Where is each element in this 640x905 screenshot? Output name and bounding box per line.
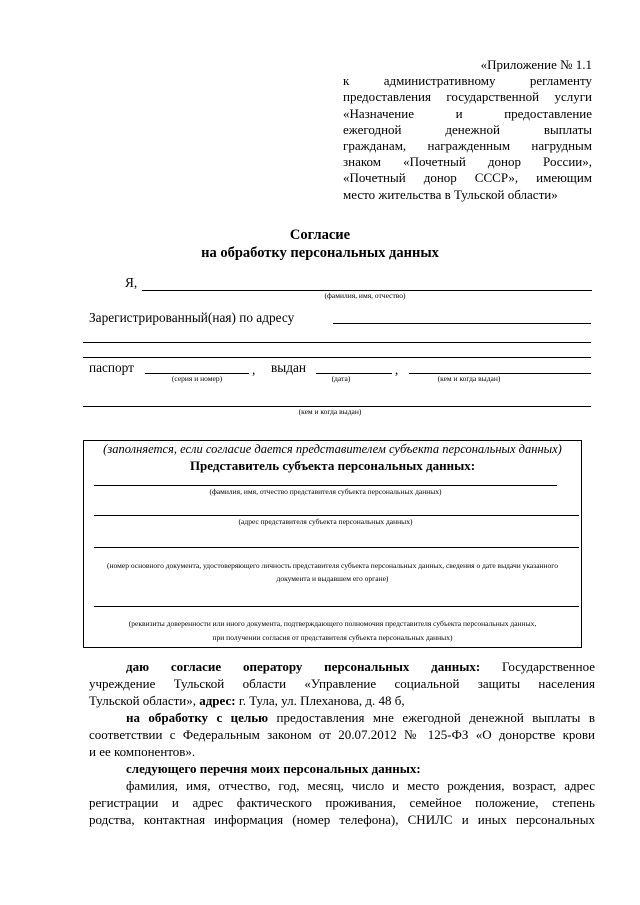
body-text: и ее компонентов». (89, 744, 196, 759)
appendix-line: «Назначение и предоставление (343, 105, 592, 121)
appendix-line: «Приложение № 1.1 (480, 57, 592, 72)
issued-label: выдан (271, 360, 306, 375)
rep-power-field[interactable] (94, 606, 579, 607)
representative-note: (заполняется, если согласие дается представителем субъекта персональных данных) (103, 442, 562, 456)
address-field[interactable] (333, 323, 591, 324)
body-line (89, 777, 595, 794)
rep-document-caption: документа и выдавшем его органе) (276, 574, 389, 583)
rep-fio-caption: (фамилия, имя, отчество представителя субъекта персональных данных) (209, 487, 442, 496)
body-text: регистрации и адрес фактического проживания, семейное положение, степень (89, 795, 595, 810)
date-caption: (дата) (331, 374, 351, 383)
document-title (0, 226, 640, 262)
ya-label: Я, (125, 275, 138, 290)
body-text: учреждение Тульской области «Управление социальной защиты населения (89, 676, 595, 691)
purpose-bold: на обработку с целью (126, 710, 269, 725)
appendix-line: знаком «Почетный донор России», (343, 154, 592, 170)
body-line (89, 709, 595, 726)
comma: , (252, 362, 256, 377)
representative-heading: Представитель субъекта персональных данных: (189, 458, 476, 473)
body-line (89, 726, 595, 743)
body-line (89, 658, 595, 675)
issuer-caption: (кем и когда выдан) (298, 407, 362, 416)
issuer-caption: (кем и когда выдан) (437, 374, 501, 383)
rep-power-caption: (реквизиты доверенности или иного документа, подтверждающего полномочия представителя субъекта персональных данных, (128, 619, 537, 628)
body-line (89, 743, 595, 760)
body-line (89, 811, 595, 828)
title-line-1: Согласие (289, 227, 351, 243)
body-text: соответствии с Федеральным законом от 20.07.2012 № 125-ФЗ «О донорстве крови (89, 727, 595, 742)
appendix-line: к административному регламенту (343, 73, 592, 89)
body-text: Государственное (502, 659, 596, 674)
appendix-header (343, 57, 592, 203)
comma: , (395, 362, 399, 377)
appendix-line: ежегодной денежной выплаты (343, 121, 592, 137)
body-line (89, 794, 595, 811)
title-line-2: на обработку персональных данных (201, 245, 439, 261)
series-caption: (серия и номер) (171, 374, 223, 383)
appendix-line: место жительства в Тульской области» (343, 186, 558, 202)
body-text: предоставления мне ежегодной денежной выплаты в (276, 710, 595, 725)
body-line (89, 760, 595, 777)
address-bold: адрес: (199, 693, 236, 708)
consent-operator-bold: даю согласие оператору персональных данных: (126, 659, 481, 674)
appendix-line: гражданам, награжденным нагрудным (343, 138, 592, 154)
body-text: г. Тула, ул. Плеханова, д. 48 б, (238, 693, 405, 708)
address-field-line-3[interactable] (83, 357, 591, 358)
body-line (89, 675, 595, 692)
body-line (89, 692, 595, 709)
body-text: родства, контактная информация (номер телефона), СНИЛС и иных персональных (89, 812, 595, 827)
consent-body (89, 658, 595, 828)
passport-label: паспорт (89, 360, 134, 375)
representative-box (83, 440, 582, 648)
body-text: фамилия, имя, отчество, год, месяц, число и место рождения, возраст, адрес (126, 778, 595, 793)
fio-caption: (фамилия, имя, отчество) (324, 291, 406, 300)
data-list-bold: следующего перечня моих персональных данных: (126, 761, 421, 776)
body-text: Тульской области», (89, 693, 196, 708)
rep-document-caption: (номер основного документа, удостоверяющего личность представителя субъекта персональных данных, сведения о дате выдачи указанного (107, 561, 558, 570)
address-label: Зарегистрированный(ная) по адресу (89, 310, 295, 325)
rep-address-caption: (адрес представителя субъекта персональных данных) (238, 517, 413, 526)
appendix-line: «Почетный донор СССР», имеющим (343, 170, 592, 186)
rep-document-field[interactable] (94, 547, 579, 548)
appendix-line: предоставления государственной услуги (343, 89, 592, 105)
rep-address-field[interactable] (94, 515, 579, 516)
address-field-line-2[interactable] (83, 342, 591, 343)
rep-fio-field[interactable] (94, 485, 557, 486)
rep-power-caption: при получении согласия от представителя субъекта персональных данных) (212, 633, 453, 642)
